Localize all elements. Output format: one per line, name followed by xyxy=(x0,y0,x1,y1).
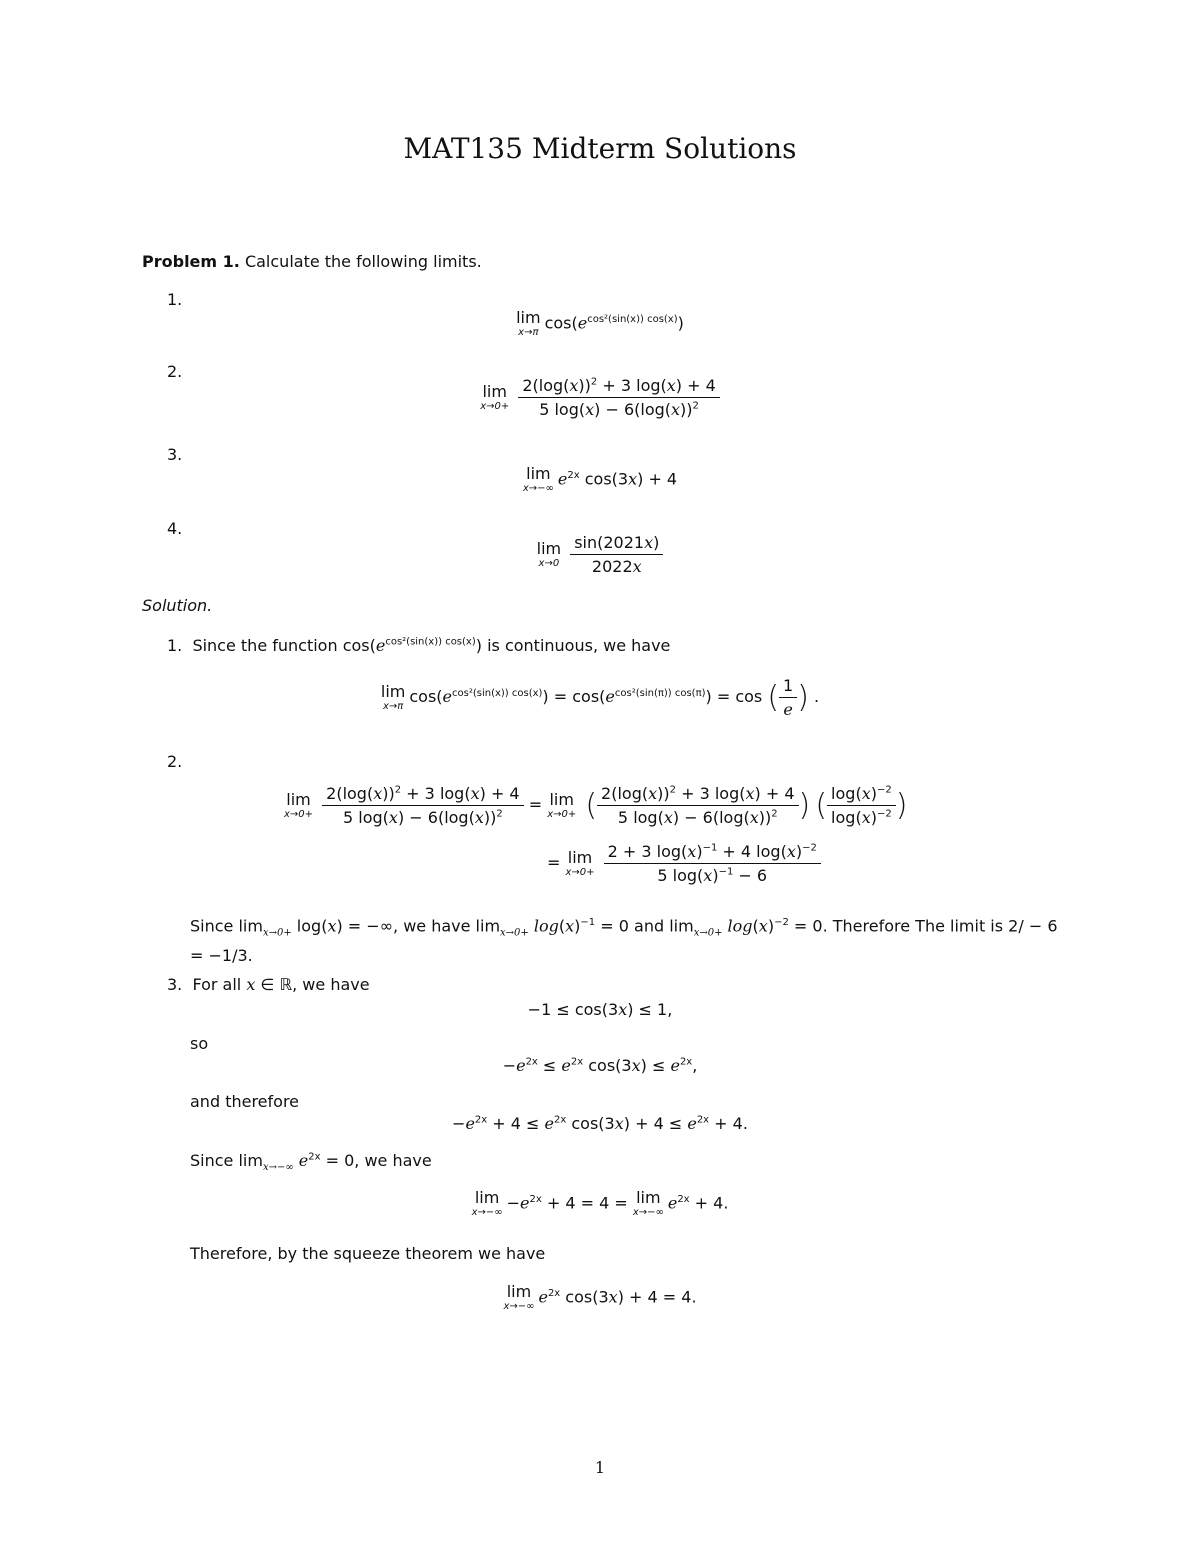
solution-3-ineq-2: $-e^{2x} \le e^{2x}$ $\cos(3x) \le e^{2x}$, xyxy=(502,1056,698,1075)
s3-and-therefore: and therefore xyxy=(190,1092,300,1111)
solution-2-equation-line-1: lim x→0+ $\frac{2(\log(x))^2 + 3 \log(x) + 4}{5 \log(x) - 6(\log(x))^2}$ = lim x→0+ ( $\frac{2(\log(x))^2 + 3 \log(x) + 4}{5 \log(x) - 6(\log(x))^2}$ ) ( $\frac{\log(x)^{-2}}{\log(x)^{-2}}$ ) xyxy=(284,784,908,828)
item-number-2: 2. xyxy=(167,362,183,381)
s3-since: Since lim xyxy=(190,1151,263,1170)
solution-3-since: Since $\lim_{x\to-\infty} e^{2x} = 0$, we have xyxy=(190,1151,432,1174)
s3-text-a: For all xyxy=(192,975,242,994)
limit-4: lim x→0 $\frac{\sin(2021x)}{2022x}$ xyxy=(0,533,1200,576)
s3-text-b: , we have xyxy=(292,975,370,994)
page-number: 1 xyxy=(594,1458,606,1477)
s1-text-b: is continuous, we have xyxy=(487,636,671,655)
solution-3-intro: 3. For all x ∈ ℝ, we have xyxy=(167,975,370,994)
problem-intro: Calculate the following limits. xyxy=(244,252,482,271)
item-number-4: 4. xyxy=(167,519,183,538)
solution-3-ineq-3: $-e^{2x} + 4 \le e^{2x}$ $\cos(3x) + 4 \le e^{2x} + 4$. xyxy=(452,1114,748,1133)
solution-1-text: 1. Since the function $\cos(e^{cos^2(sin(x)) cos(x)})$ is continuous, we have xyxy=(167,636,671,655)
problem-label: Problem 1. xyxy=(142,252,240,271)
solution-number-2: 2. xyxy=(167,752,183,771)
s3-we-have: , we have xyxy=(354,1151,432,1170)
solution-3-limits: lim x→−∞ $-e^{2x} + 4 = 4 = \lim$ x→−∞ $e^{2x} + 4$. xyxy=(471,1188,729,1218)
solution-2-conclusion: Since $\lim_{x\to 0+} \log(x)$ = −∞, we have $\lim_{x\to 0+} \log(x)^{-1} = 0$ and $\lim_{x\to 0+} \log(x)^{-2} = 0$. Therefore The limit is 2/ − 6 = −1/3. xyxy=(190,916,1058,965)
s2-result: Therefore The limit is 2/ − 6 = −1/3. xyxy=(190,916,1058,965)
s2-since: Since lim xyxy=(190,916,263,936)
item-number-3: 3. xyxy=(167,445,183,464)
solution-3-ineq-1: −1 ≤ cos(3x) ≤ 1, xyxy=(527,1000,673,1019)
solution-label: Solution. xyxy=(142,596,213,615)
page-title: MAT135 Midterm Solutions xyxy=(403,132,797,165)
s3-therefore: Therefore, by the squeeze theorem we have xyxy=(190,1244,546,1263)
s3-so: so xyxy=(190,1034,209,1053)
solution-2-equation-line-2: = lim x→0+ $\frac{2 + 3 \log(x)^{-1} + 4 \log(x)^{-2}}{5 \log(x)^{-1} - 6}$ xyxy=(547,842,821,885)
s1-text-a: Since the function xyxy=(192,636,338,655)
solution-3-final: lim x→−∞ $e^{2x}$ cos(3x) + 4 = 4. xyxy=(503,1282,697,1312)
item-number-1: 1. xyxy=(167,290,183,309)
limit-1: lim x→π $\cos(e^{cos^2(sin(x)) cos(x)})$ xyxy=(516,308,684,338)
solution-1-equation: lim x→π $\cos(e^{cos^2(sin(x)) cos(x)}) = \cos(e^{cos^2(sin(\pi)) cos(\pi)}) = \cos$ ( $\frac{1}{e}$ ) . xyxy=(380,676,820,720)
problem-statement xyxy=(142,252,482,271)
limit-2: lim x→0+ $\frac{2(\log(x))^2 + 3 \log(x) + 4}{5 \log(x) - 6(\log(x))^2}$ xyxy=(0,376,1200,419)
limit-3: lim x→−∞ $e^{2x}$ cos(3x) + 4 xyxy=(522,464,678,494)
